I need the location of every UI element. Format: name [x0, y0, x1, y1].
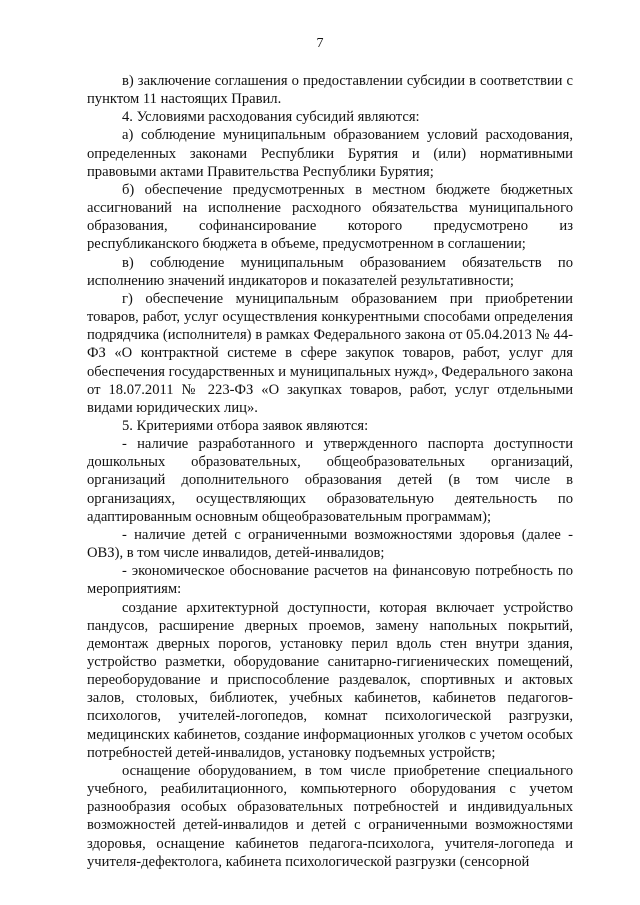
paragraph-5-economic-justification: - экономическое обоснование расчетов на финансовую потребность по мероприятиям:: [87, 563, 573, 598]
paragraph-4g: г) обеспечение муниципальным образованием при приобретении товаров, работ, услуг осуществления конкурентными способами определения подрядчика (исполнителя) в рамках Федерального закона от 05.04.2013 № 44-ФЗ «О контрактной системе в сфере закупок товаров, работ, услуг для обеспечения государственных и муниципальных нужд», Федерального закона от 18.07.2011 № 223-ФЗ «О закупках товаров, работ, услуг отдельными видами юридических лиц».: [87, 290, 573, 416]
paragraph-equipment: оснащение оборудованием, в том числе приобретение специального учебного, реабилитационного, компьютерного оборудования с учетом разнообразия особых образовательных потребностей и индивидуальных возможностей детей-инвалидов и детей с ограниченными возможностями здоровья, оснащение кабинетов педагога-психолога, учителя-логопеда и учителя-дефектолога, кабинета психологической разгрузки (сенсорной: [87, 762, 573, 870]
document-body: [87, 72, 573, 871]
paragraph-5-accessibility-passport: - наличие разработанного и утвержденного паспорта доступности дошкольных образовательных, общеобразовательных организаций, организаций дополнительного образования детей (в том числе в организациях, осуществляющих образовательную деятельность по адаптированным основным общеобразовательным программам);: [87, 436, 573, 525]
paragraph-4-conditions-heading: 4. Условиями расходования субсидий являются:: [122, 109, 420, 126]
paragraph-4a: а) соблюдение муниципальным образованием условий расходования, определенных законами Республики Бурятия и (или) нормативными правовыми актами Правительства Республики Бурятия;: [87, 127, 573, 180]
paragraph-4b: б) обеспечение предусмотренных в местном бюджете бюджетных ассигнований на исполнение расходного обязательства муниципального образования, софинансирование которого предусмотрено из республиканского бюджета в объеме, предусмотренном в соглашении;: [87, 181, 573, 253]
paragraph-4v: в) соблюдение муниципальным образованием обязательств по исполнению значений индикаторов и показателей результативности;: [87, 254, 573, 289]
paragraph-3v-agreement: в) заключение соглашения о предоставлении субсидии в соответствии с пунктом 11 настоящих Правил.: [87, 73, 573, 108]
paragraph-5-criteria-heading: 5. Критериями отбора заявок являются:: [122, 417, 369, 434]
page-number: 7: [316, 36, 324, 51]
paragraph-architectural-accessibility: создание архитектурной доступности, которая включает устройство пандусов, расширение дверных проемов, замену напольных покрытий, демонтаж дверных порогов, установку перил вдоль стен внутри здания, устройство разметки, оборудование санитарно-гигиенических помещений, переоборудование и приспособление раздевалок, спортивных и актовых залов, столовых, библиотек, учебных кабинетов, кабинетов педагогов-психологов, учителей-логопедов, комнат психологической разгрузки, медицинских кабинетов, создание информационных уголков с учетом особых потребностей детей-инвалидов, установку подъемных устройств;: [87, 599, 573, 761]
paragraph-5-children-ovz: - наличие детей с ограниченными возможностями здоровья (далее - ОВЗ), в том числе инвалидов, детей-инвалидов;: [87, 526, 573, 562]
